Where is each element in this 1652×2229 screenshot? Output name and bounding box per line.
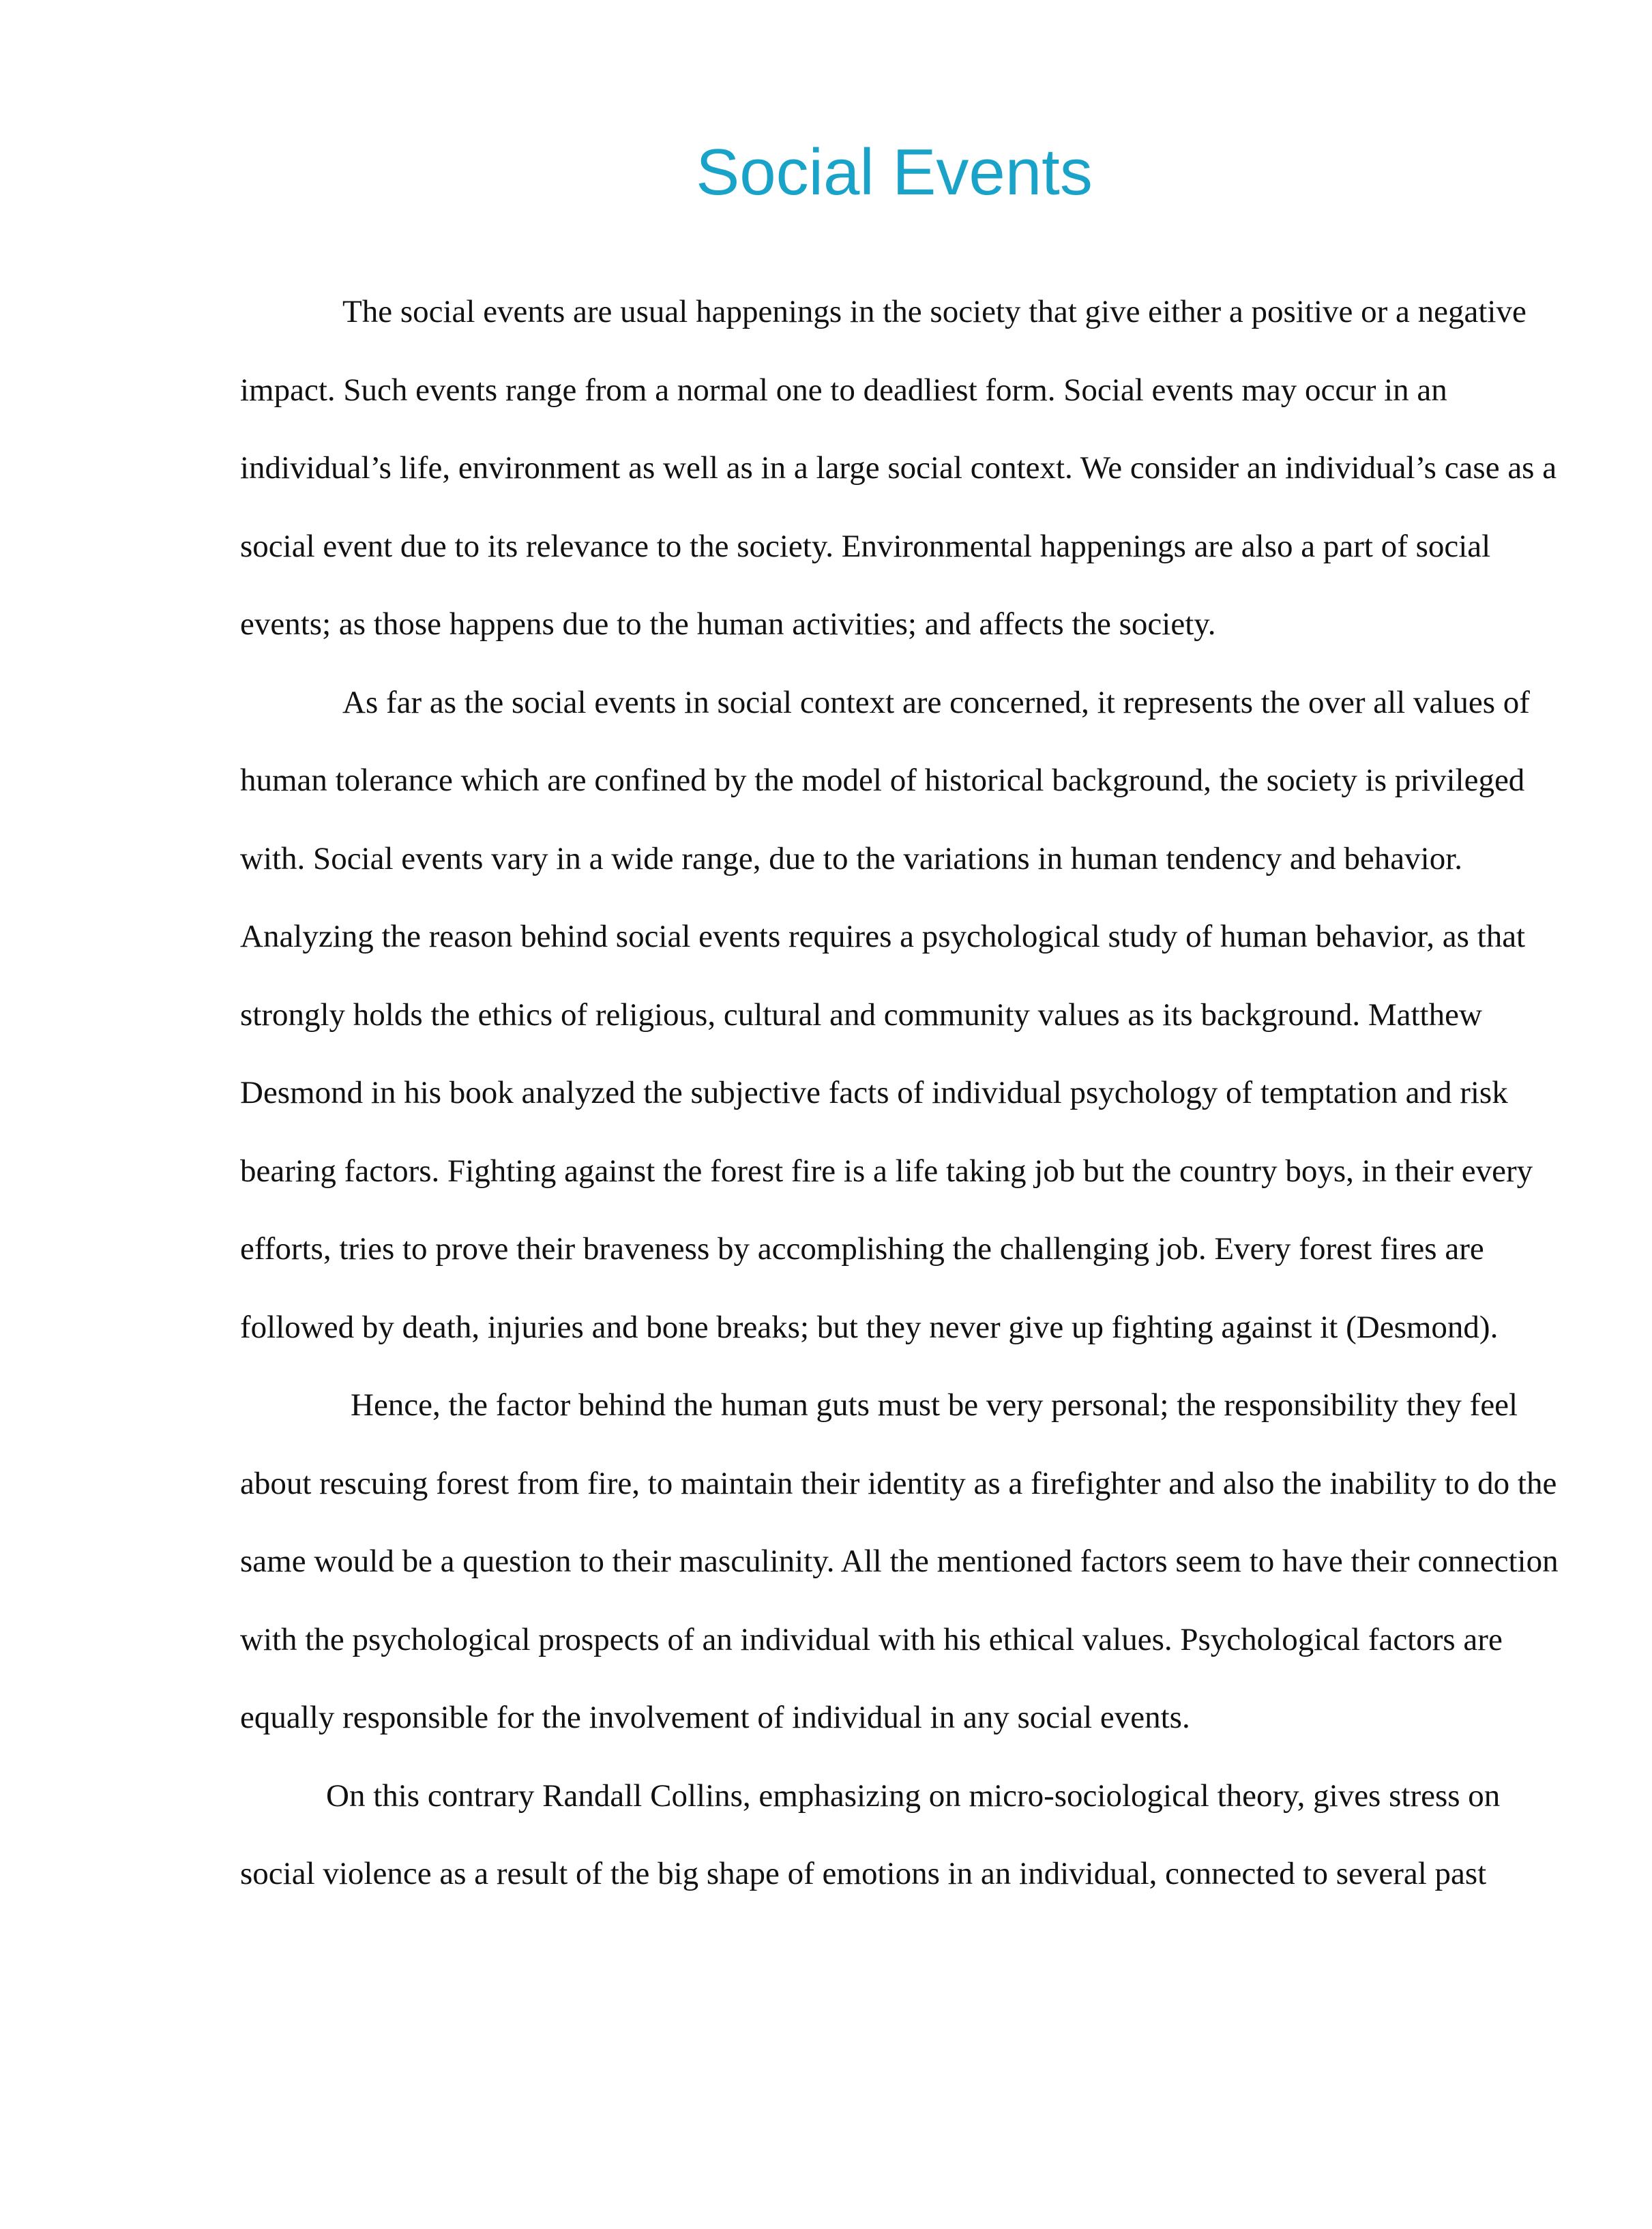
document-title: Social Events <box>696 136 1093 209</box>
paragraph-2: As far as the social events in social context are concerned, it represents the over all values of human tolerance which are confined by the model of historical background, the society is privileged with. Social events vary in a wide range, due to the variations in human tendency and behavior. Analyzing the reason behind social events requires a psychological study of human behavior, as that strongly holds the ethics of religious, cultural and community values as its background. Matthew Desmond in his book analyzed the subjective facts of individual psychology of temptation and risk bearing factors. Fighting against the forest fire is a life taking job but the country boys, in their every efforts, tries to prove their braveness by accomplishing the challenging job. Every forest fires are followed by death, injuries and bone breaks; but they never give up fighting against it (Desmond). <box>240 684 1533 1345</box>
document-body <box>240 273 1563 1913</box>
paragraph-3: Hence, the factor behind the human guts must be very personal; the responsibility they feel about rescuing forest from fire, to maintain their identity as a firefighter and also the inability to do the same would be a question to their masculinity. All the mentioned factors seem to have their connection with the psychological prospects of an individual with his ethical values. Psychological factors are equally responsible for the involvement of individual in any social events. <box>240 1387 1559 1735</box>
paragraph-1: The social events are usual happenings in the society that give either a positive or a negative impact. Such events range from a normal one to deadliest form. Social events may occur in an individual’s life, environment as well as in a large social context. We consider an individual’s case as a social event due to its relevance to the society. Environmental happenings are also a part of social events; as those happens due to the human activities; and affects the society. <box>240 294 1557 642</box>
paragraph-4: On this contrary Randall Collins, emphasizing on micro-sociological theory, gives stress on social violence as a result of the big shape of emotions in an individual, connected to several past <box>240 1777 1501 1891</box>
